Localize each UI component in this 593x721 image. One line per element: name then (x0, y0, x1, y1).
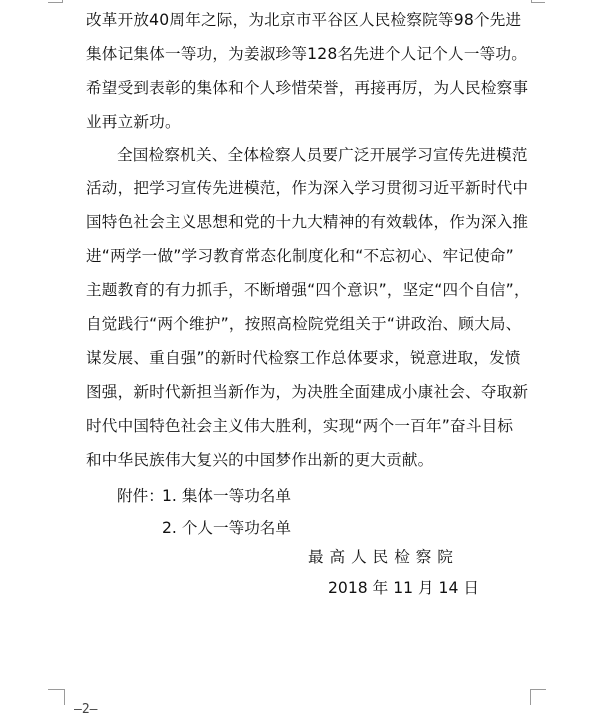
paragraph-line: 自觉践行“两个维护”，按照高检院党组关于“讲政治、顾大局、 (86, 315, 522, 333)
paragraph-line: 集体记集体一等功，为姜淑珍等128名先进个人记个人一等功。 (86, 45, 528, 63)
paragraph-line: 进“两学一做”学习教育常态化制度化和“不忘初心、牢记使命” (86, 247, 514, 265)
crop-mark-top-right-v (531, 0, 532, 3)
paragraph-line: 谋发展、重自强”的新时代检察工作总体要求，锐意进取，发愤 (86, 349, 521, 367)
paragraph-line: 希望受到表彰的集体和个人珍惜荣誉，再接再厉，为人民检察事 (86, 79, 529, 97)
attachment-item: 1. 集体一等功名单 (162, 487, 291, 505)
crop-mark-bottom-left-h (48, 689, 64, 690)
paragraph-line: 改革开放40周年之际，为北京市平谷区人民检察院等98个先进 (86, 11, 522, 29)
crop-mark-top-right-h (531, 2, 545, 3)
attachment-item: 2. 个人一等功名单 (162, 519, 291, 537)
page-number: —2— (74, 702, 98, 717)
signature-organization: 最 高 人 民 检 察 院 (308, 548, 454, 566)
signature-date: 2018 年 11 月 14 日 (328, 579, 479, 597)
crop-mark-top-left-v (62, 0, 63, 3)
paragraph-line: 和中华民族伟大复兴的中国梦作出新的更大贡献。 (86, 451, 434, 469)
paragraph-line: 时代中国特色社会主义伟大胜利，实现“两个一百年”奋斗目标 (86, 417, 514, 435)
crop-mark-bottom-left-v (64, 689, 65, 705)
paragraph-line: 业再立新功。 (86, 113, 181, 131)
crop-mark-top-left-h (48, 2, 62, 3)
paragraph-line: 活动，把学习宣传先进模范，作为深入学习贯彻习近平新时代中 (86, 179, 529, 197)
paragraph-line: 国特色社会主义思想和党的十九大精神的有效载体，作为深入推 (86, 213, 529, 231)
paragraph-line: 全国检察机关、全体检察人员要广泛开展学习宣传先进模范 (117, 146, 528, 164)
crop-mark-bottom-right-v (530, 689, 531, 705)
crop-mark-bottom-right-h (530, 689, 546, 690)
attachments-label: 附件： (117, 487, 164, 505)
paragraph-line: 图强，新时代新担当新作为，为决胜全面建成小康社会、夺取新 (86, 383, 529, 401)
paragraph-line: 主题教育的有力抓手，不断增强“四个意识”，坚定“四个自信”， (86, 281, 530, 299)
